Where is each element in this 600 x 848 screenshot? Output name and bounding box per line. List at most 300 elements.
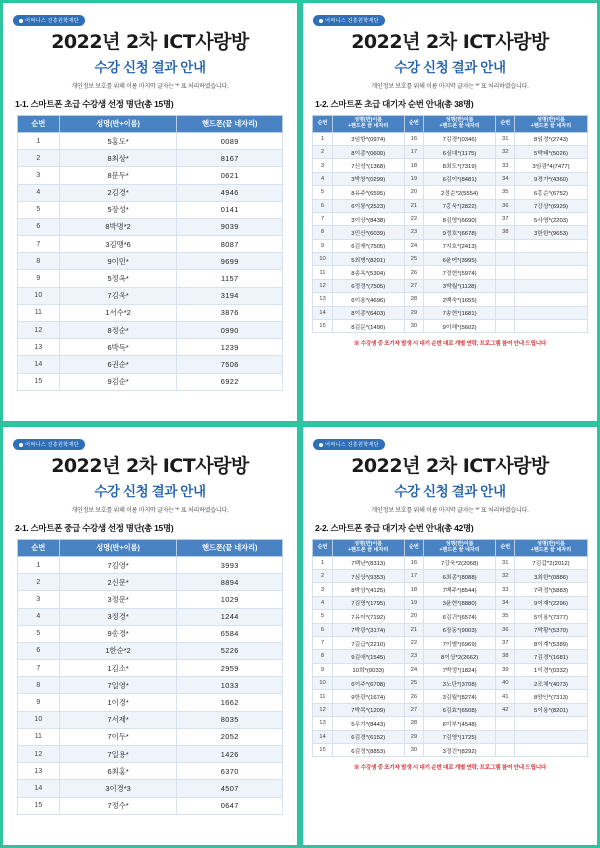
cell-no: 5 — [313, 186, 332, 199]
cell-entry: 8최도*(7319) — [423, 159, 495, 172]
cell-name: 6최홍* — [60, 763, 177, 780]
cell-entry: 5이용*(8201) — [515, 703, 587, 716]
cell-no: 9 — [17, 694, 60, 711]
cell-no — [496, 743, 515, 756]
cell-no: 8 — [313, 226, 332, 239]
cell-no: 38 — [496, 650, 515, 663]
col-name-phone — [332, 115, 404, 132]
cell-name: 8최상* — [60, 150, 177, 167]
cell-entry: 7김급*(2210) — [332, 636, 404, 649]
table-row — [313, 583, 587, 596]
cell-entry: 9정호*(6678) — [423, 226, 495, 239]
cell-no: 16 — [404, 556, 423, 569]
cell-no: 4 — [17, 608, 60, 625]
table-row — [17, 184, 283, 201]
cell-no: 15 — [313, 319, 332, 332]
cell-no: 33 — [496, 583, 515, 596]
col-name-line2: +핸드폰 끝 네자리 — [348, 546, 389, 553]
cell-name: 5홍도* — [60, 132, 177, 149]
cell-entry: 5이용*(7377) — [515, 610, 587, 623]
cell-no: 34 — [496, 596, 515, 609]
cell-phone: 0647 — [177, 797, 283, 814]
cell-entry — [515, 239, 587, 252]
table-row — [17, 270, 283, 287]
cell-entry: 6김경*(6152) — [332, 730, 404, 743]
cell-no: 36 — [496, 199, 515, 212]
cell-phone: 2052 — [177, 728, 283, 745]
cell-entry — [515, 743, 587, 756]
table-row — [17, 694, 283, 711]
col-name-line1: 성명(반)이름 — [354, 116, 383, 123]
cell-no: 16 — [404, 132, 423, 145]
cell-phone: 8167 — [177, 150, 283, 167]
cell-no: 33 — [496, 159, 515, 172]
table-header-row — [17, 115, 283, 132]
cell-no — [496, 279, 515, 292]
cell-phone: 1662 — [177, 694, 283, 711]
selected-list-table — [17, 115, 284, 391]
cell-entry: 6장동*(9003) — [423, 623, 495, 636]
table-row — [17, 728, 283, 745]
cell-entry: 5사영*(2203) — [515, 212, 587, 225]
table-row — [313, 717, 587, 730]
col-no: 순번 — [404, 539, 423, 556]
cell-no: 8 — [17, 677, 60, 694]
cell-entry: 7박광*(3174) — [332, 623, 404, 636]
table-row — [313, 570, 587, 583]
cell-entry: 7홍욱*(2822) — [423, 199, 495, 212]
table-row — [313, 226, 587, 239]
cell-entry — [515, 717, 587, 730]
cell-entry: 7신성*(1368) — [332, 159, 404, 172]
cell-entry: 7김경*(1681) — [515, 650, 587, 663]
cell-entry: 2백숙*(1655) — [423, 293, 495, 306]
cell-no: 12 — [17, 746, 60, 763]
cell-phone: 0990 — [177, 322, 283, 339]
cell-no: 35 — [496, 186, 515, 199]
col-name-phone — [423, 539, 495, 556]
cell-no: 15 — [17, 373, 60, 390]
section-heading: 1-2. 스마트폰 초급 대기자 순번 안내(총 38명) — [315, 98, 474, 109]
cell-entry: 6김효*(6508) — [423, 703, 495, 716]
cell-no: 2 — [17, 150, 60, 167]
cell-no: 3 — [313, 583, 332, 596]
org-badge-label: 어쩌니스 진흥원학재단 — [325, 18, 379, 24]
table-row — [313, 319, 587, 332]
cell-name: 8문두* — [60, 167, 177, 184]
table-row — [17, 625, 283, 642]
cell-no: 17 — [404, 146, 423, 159]
col-no: 순번 — [404, 115, 423, 132]
cell-entry: 2정순*2(5554) — [423, 186, 495, 199]
col-name-line2: +핸드폰 끝 네자리 — [530, 122, 572, 129]
table-row — [17, 711, 283, 728]
col-phone: 핸드폰(끝 네자리) — [177, 539, 283, 556]
cell-phone: 8087 — [177, 236, 283, 253]
org-badge — [313, 439, 385, 450]
cell-entry — [515, 306, 587, 319]
col-name: 성명(반+이름) — [60, 539, 177, 556]
table-header-row — [17, 539, 283, 556]
cell-entry: 3최한*(0886) — [515, 570, 587, 583]
cell-phone: 1029 — [177, 591, 283, 608]
cell-no: 10 — [17, 711, 60, 728]
cell-no: 6 — [17, 218, 60, 235]
cell-entry: 8이종*(0600) — [332, 146, 404, 159]
cell-entry: 3임광*4(7477) — [515, 159, 587, 172]
cell-entry: 7김갑*2(2012) — [515, 556, 587, 569]
cell-entry: 3윤현*(8880) — [423, 596, 495, 609]
cell-no: 20 — [404, 186, 423, 199]
cell-no: 10 — [313, 253, 332, 266]
cell-no: 14 — [17, 356, 60, 373]
cell-no: 8 — [313, 650, 332, 663]
table-row — [313, 306, 587, 319]
col-name-phone — [515, 539, 587, 556]
cell-entry — [515, 266, 587, 279]
privacy-notice: 개인정보 보호를 위해 이름 마지막 글자는 '*' 표 처리하였습니다. — [71, 507, 229, 514]
cell-no: 6 — [313, 199, 332, 212]
cell-entry: 7곽정*(5883) — [515, 583, 587, 596]
cell-no: 19 — [404, 596, 423, 609]
title-block — [311, 33, 589, 90]
cell-name: 7정수* — [60, 797, 177, 814]
cell-no — [496, 306, 515, 319]
table-row — [313, 239, 587, 252]
cell-entry: 3정진*(8292) — [423, 743, 495, 756]
table-row — [313, 146, 587, 159]
col-no: 순번 — [17, 539, 60, 556]
cell-entry: 8이상*2(2662) — [423, 650, 495, 663]
cell-no: 29 — [404, 730, 423, 743]
cell-name: 1서수*2 — [60, 304, 177, 321]
cell-name: 7이두* — [60, 728, 177, 745]
cell-no: 18 — [404, 159, 423, 172]
cell-entry: 8박상*(4125) — [332, 583, 404, 596]
cell-no: 3 — [17, 167, 60, 184]
col-name-phone — [332, 539, 404, 556]
cell-no: 7 — [17, 660, 60, 677]
cell-entry: 3임항*(0974) — [332, 132, 404, 145]
cell-no: 3 — [17, 591, 60, 608]
col-name-line2: +핸드폰 끝 네자리 — [439, 122, 480, 129]
cell-name: 8박명*2 — [60, 218, 177, 235]
cell-no: 28 — [404, 717, 423, 730]
cell-entry: 5우기*(8443) — [332, 717, 404, 730]
cell-name: 7김욱* — [60, 287, 177, 304]
cell-entry: 8이종*(6403) — [332, 306, 404, 319]
cell-no: 2 — [313, 146, 332, 159]
table-row — [17, 660, 283, 677]
cell-no: 13 — [17, 763, 60, 780]
badge-dot-icon — [19, 19, 23, 23]
cell-no: 6 — [313, 623, 332, 636]
selected-list-table — [17, 539, 284, 815]
cell-no: 15 — [313, 743, 332, 756]
cell-phone: 6370 — [177, 763, 283, 780]
table-row — [313, 159, 587, 172]
cell-entry — [515, 279, 587, 292]
cell-phone: 4946 — [177, 184, 283, 201]
table-row — [17, 608, 283, 625]
cell-entry: 1이경*(0332) — [515, 663, 587, 676]
cell-entry: 3박월*(1128) — [423, 279, 495, 292]
poster-subtitle: 수강 신청 결과 안내 — [94, 483, 206, 499]
table-row — [313, 610, 587, 623]
cell-name: 3김맹*6 — [60, 236, 177, 253]
cell-entry: 7김영*(1725) — [423, 730, 495, 743]
table-row — [313, 293, 587, 306]
cell-phone: 8894 — [177, 574, 283, 591]
cell-no: 31 — [496, 556, 515, 569]
cell-no: 13 — [313, 717, 332, 730]
cell-entry: 2조채*(4073) — [515, 677, 587, 690]
cell-entry: 7송현*(1681) — [423, 306, 495, 319]
table-row — [313, 172, 587, 185]
section-heading: 2-2. 스마트폰 중급 대기자 순번 안내(총 42명) — [315, 522, 474, 533]
cell-no: 39 — [496, 663, 515, 676]
cell-entry — [515, 293, 587, 306]
cell-no: 9 — [313, 239, 332, 252]
cell-no: 35 — [496, 610, 515, 623]
cell-entry: 7강욱*2(2068) — [423, 556, 495, 569]
cell-no: 2 — [17, 574, 60, 591]
cell-no: 21 — [404, 623, 423, 636]
table-row — [17, 780, 283, 797]
cell-phone: 8035 — [177, 711, 283, 728]
cell-no: 14 — [17, 780, 60, 797]
cell-no: 19 — [404, 172, 423, 185]
col-name-line1: 성명(반)이름 — [445, 116, 474, 123]
cell-entry: 8송옥*(5304) — [332, 266, 404, 279]
cell-entry: 6이룡*(2523) — [332, 199, 404, 212]
cell-no: 2 — [313, 570, 332, 583]
table-row — [17, 356, 283, 373]
org-badge — [313, 15, 385, 26]
cell-no: 11 — [17, 304, 60, 321]
cell-phone: 9699 — [177, 253, 283, 270]
cell-no: 26 — [404, 266, 423, 279]
cell-entry: 6정정*(7505) — [332, 279, 404, 292]
cell-no: 34 — [496, 172, 515, 185]
cell-no: 23 — [404, 226, 423, 239]
cell-entry: 9이해*(5602) — [423, 319, 495, 332]
cell-entry: 3김월*(8274) — [423, 690, 495, 703]
table-row — [313, 623, 587, 636]
cell-name: 2김경* — [60, 184, 177, 201]
cell-entry: 6김재*(7505) — [332, 239, 404, 252]
cell-entry: 7백난*(8313) — [332, 556, 404, 569]
cell-no: 14 — [313, 730, 332, 743]
cell-entry: 7정현*(5974) — [423, 266, 495, 279]
cell-no: 4 — [313, 596, 332, 609]
cell-entry: 9경가*(4360) — [515, 172, 587, 185]
cell-name: 7일영* — [60, 677, 177, 694]
table-row — [313, 690, 587, 703]
cell-no: 9 — [313, 663, 332, 676]
table-row — [17, 322, 283, 339]
cell-no: 10 — [17, 287, 60, 304]
table-row — [17, 132, 283, 149]
cell-no: 31 — [496, 132, 515, 145]
card-1-2 — [300, 0, 600, 424]
section-heading: 2-1. 스마트폰 중급 수강생 선정 명단(총 15명) — [15, 522, 174, 533]
cell-entry: 7강상*(6929) — [515, 199, 587, 212]
cell-no: 13 — [17, 339, 60, 356]
cell-entry — [515, 253, 587, 266]
cell-entry: 3박창*(0299) — [332, 172, 404, 185]
cell-entry: 8김영*(6690) — [423, 212, 495, 225]
table-row — [17, 218, 283, 235]
cell-no: 9 — [17, 270, 60, 287]
cell-name: 3이경*3 — [60, 780, 177, 797]
cell-phone: 7506 — [177, 356, 283, 373]
col-name-line2: +핸드폰 끝 네자리 — [439, 546, 480, 553]
cell-no: 37 — [496, 636, 515, 649]
cell-name: 6박득* — [60, 339, 177, 356]
cell-entry: 8김문*(1490) — [332, 319, 404, 332]
cell-no: 42 — [496, 703, 515, 716]
cell-entry: 7박정*(1824) — [423, 663, 495, 676]
cell-no: 1 — [17, 556, 60, 573]
cell-no: 25 — [404, 253, 423, 266]
col-name-line2: +핸드폰 끝 네자리 — [530, 546, 572, 553]
cell-no — [496, 730, 515, 743]
col-name-line1: 성명(반)이름 — [445, 540, 474, 547]
col-name-phone — [423, 115, 495, 132]
cell-phone: 3876 — [177, 304, 283, 321]
cell-no: 11 — [313, 690, 332, 703]
col-name-phone — [515, 115, 587, 132]
col-no: 순번 — [17, 115, 60, 132]
table-row — [17, 642, 283, 659]
poster-title: 2022년 2차 ICT사랑방 — [351, 31, 549, 53]
table-header-row — [313, 539, 587, 556]
cell-no: 12 — [17, 322, 60, 339]
cell-no: 18 — [404, 583, 423, 596]
table-header-row — [313, 115, 587, 132]
table-row — [17, 797, 283, 814]
table-row — [17, 339, 283, 356]
cell-no: 7 — [313, 212, 332, 225]
cell-entry: 7심상*(9353) — [332, 570, 404, 583]
cell-no: 27 — [404, 703, 423, 716]
cell-phone: 4507 — [177, 780, 283, 797]
cell-phone: 5226 — [177, 642, 283, 659]
cell-entry — [515, 730, 587, 743]
card-2-2 — [300, 424, 600, 848]
cell-name: 3정문* — [60, 591, 177, 608]
table-row — [313, 132, 587, 145]
cell-entry: 6이용*(4696) — [332, 293, 404, 306]
badge-dot-icon — [319, 443, 323, 447]
table-row — [17, 373, 283, 390]
cell-name: 2신문* — [60, 574, 177, 591]
cell-phone: 3194 — [177, 287, 283, 304]
table-row — [17, 763, 283, 780]
cell-no — [496, 319, 515, 332]
cell-entry: 8이계*(5389) — [515, 636, 587, 649]
table-row — [313, 212, 587, 225]
cell-no — [496, 717, 515, 730]
title-block — [11, 457, 289, 514]
table-row — [313, 556, 587, 569]
cell-no: 24 — [404, 663, 423, 676]
cell-entry: 7김경*(0346) — [423, 132, 495, 145]
cell-no: 4 — [17, 184, 60, 201]
cell-name: 3정경* — [60, 608, 177, 625]
cell-name: 9김순* — [60, 373, 177, 390]
waitlist-table — [312, 539, 587, 757]
col-name-line1: 성명(반)이름 — [536, 116, 565, 123]
cell-no: 10 — [313, 677, 332, 690]
cell-no: 20 — [404, 610, 423, 623]
cell-phone: 3993 — [177, 556, 283, 573]
card-1-1 — [0, 0, 300, 424]
table-row — [17, 304, 283, 321]
cell-no — [496, 266, 515, 279]
table-row — [313, 596, 587, 609]
cell-entry: 3한한*(9653) — [515, 226, 587, 239]
col-name-line1: 성명(반)이름 — [536, 540, 565, 547]
cell-entry: 7김명*(1795) — [332, 596, 404, 609]
cell-name: 9이민* — [60, 253, 177, 270]
cell-phone: 0089 — [177, 132, 283, 149]
table-row — [17, 677, 283, 694]
cell-no: 36 — [496, 623, 515, 636]
col-name-line1: 성명(반)이름 — [354, 540, 383, 547]
org-badge-label: 어쩌니스 진흥원학재단 — [325, 442, 379, 448]
org-badge — [13, 439, 85, 450]
org-badge-label: 어쩌니스 진흥원학재단 — [25, 442, 79, 448]
cell-no: 6 — [17, 642, 60, 659]
cell-no: 1 — [17, 132, 60, 149]
cell-no: 13 — [313, 293, 332, 306]
cell-entry: 7지호*(2413) — [423, 239, 495, 252]
privacy-notice: 개인정보 보호를 위해 이름 마지막 글자는 '*' 표 처리하였습니다. — [371, 507, 529, 514]
cell-entry: 7이별*(6969) — [423, 636, 495, 649]
col-name: 성명(반+이름) — [60, 115, 177, 132]
cell-no: 8 — [17, 253, 60, 270]
cell-no: 30 — [404, 319, 423, 332]
cell-entry: 7유이*(7192) — [332, 610, 404, 623]
cell-no: 32 — [496, 570, 515, 583]
cell-no: 32 — [496, 146, 515, 159]
cell-name: 1이경* — [60, 694, 177, 711]
table-row — [313, 636, 587, 649]
cell-no: 29 — [404, 306, 423, 319]
badge-dot-icon — [19, 443, 23, 447]
table-row — [313, 730, 587, 743]
cell-name: 5장성* — [60, 201, 177, 218]
cell-no: 12 — [313, 279, 332, 292]
cell-entry: 6홍순*(6752) — [515, 186, 587, 199]
table-row — [313, 677, 587, 690]
cell-entry: 6김이*(8481) — [423, 172, 495, 185]
cell-no: 3 — [313, 159, 332, 172]
org-badge — [13, 15, 85, 26]
table-row — [17, 556, 283, 573]
cell-entry: 7박목*(1209) — [332, 703, 404, 716]
table-row — [17, 167, 283, 184]
cell-name: 5정옥* — [60, 270, 177, 287]
cell-no: 24 — [404, 239, 423, 252]
table-row — [313, 253, 587, 266]
cell-phone: 6584 — [177, 625, 283, 642]
table-row — [17, 253, 283, 270]
poster-subtitle: 수강 신청 결과 안내 — [94, 59, 206, 75]
cell-no: 12 — [313, 703, 332, 716]
